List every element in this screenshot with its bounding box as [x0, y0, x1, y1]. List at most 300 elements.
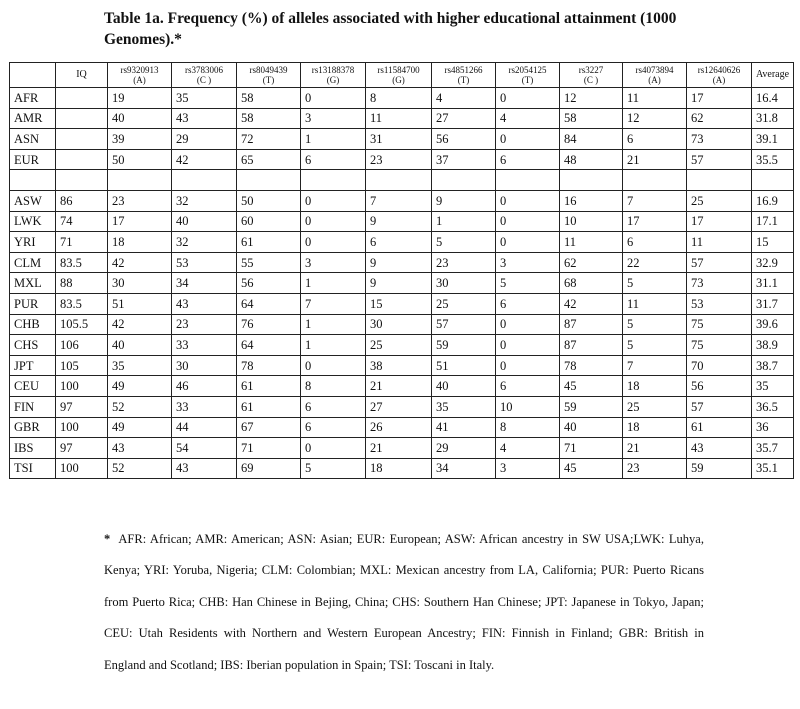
value-cell: 33 — [172, 396, 237, 417]
value-cell: 88 — [56, 273, 108, 294]
value-cell: 106 — [56, 335, 108, 356]
footnote-marker: * — [104, 532, 111, 546]
value-cell: 40 — [108, 335, 172, 356]
value-cell: 18 — [623, 417, 687, 438]
value-cell: 21 — [623, 438, 687, 459]
column-header-name: rs4851266 — [444, 65, 483, 75]
value-cell: 42 — [108, 252, 172, 273]
value-cell: 0 — [301, 438, 366, 459]
value-cell: 7 — [623, 190, 687, 211]
value-cell: 31 — [366, 129, 432, 150]
column-header — [623, 63, 687, 88]
column-header-allele: (T) — [457, 75, 470, 85]
value-cell: 100 — [56, 458, 108, 479]
value-cell: 49 — [108, 376, 172, 397]
value-cell: 74 — [56, 211, 108, 232]
value-cell: 23 — [172, 314, 237, 335]
value-cell: 22 — [623, 252, 687, 273]
value-cell: 37 — [432, 149, 496, 170]
value-cell — [687, 170, 752, 191]
value-cell: 34 — [432, 458, 496, 479]
population-cell: IBS — [10, 438, 56, 459]
column-header-name: rs9320913 — [120, 65, 159, 75]
value-cell: 11 — [623, 293, 687, 314]
population-cell: CEU — [10, 376, 56, 397]
column-header-allele: (A) — [133, 75, 146, 85]
value-cell: 25 — [623, 396, 687, 417]
value-cell: 1 — [301, 335, 366, 356]
value-cell: 62 — [687, 108, 752, 129]
value-cell: 57 — [687, 396, 752, 417]
value-cell: 5 — [496, 273, 560, 294]
value-cell: 0 — [301, 355, 366, 376]
value-cell: 0 — [496, 355, 560, 376]
column-header-name: rs4073894 — [635, 65, 674, 75]
value-cell: 59 — [687, 458, 752, 479]
value-cell: 35.7 — [752, 438, 794, 459]
value-cell: 35.5 — [752, 149, 794, 170]
value-cell: 4 — [432, 88, 496, 109]
table-row — [10, 438, 794, 459]
value-cell: 60 — [237, 211, 301, 232]
value-cell: 43 — [172, 458, 237, 479]
value-cell: 69 — [237, 458, 301, 479]
value-cell: 76 — [237, 314, 301, 335]
value-cell: 16.4 — [752, 88, 794, 109]
value-cell: 57 — [687, 149, 752, 170]
value-cell: 15 — [366, 293, 432, 314]
value-cell: 12 — [560, 88, 623, 109]
value-cell: 53 — [172, 252, 237, 273]
value-cell: 67 — [237, 417, 301, 438]
footnote — [104, 524, 704, 681]
value-cell — [56, 88, 108, 109]
population-cell — [10, 170, 56, 191]
column-header-name: rs8049439 — [249, 65, 288, 75]
column-header — [10, 63, 56, 88]
value-cell: 41 — [432, 417, 496, 438]
value-cell: 38.7 — [752, 355, 794, 376]
value-cell: 38 — [366, 355, 432, 376]
value-cell: 51 — [432, 355, 496, 376]
value-cell — [56, 129, 108, 150]
column-header-name: rs3227 — [578, 65, 604, 75]
value-cell: 36.5 — [752, 396, 794, 417]
value-cell: 100 — [56, 417, 108, 438]
value-cell: 3 — [301, 252, 366, 273]
value-cell: 5 — [623, 314, 687, 335]
value-cell: 9 — [366, 252, 432, 273]
value-cell: 1 — [301, 273, 366, 294]
value-cell: 45 — [560, 376, 623, 397]
value-cell: 75 — [687, 314, 752, 335]
table-row — [10, 211, 794, 232]
population-cell: AFR — [10, 88, 56, 109]
table-row — [10, 252, 794, 273]
value-cell: 32 — [172, 190, 237, 211]
value-cell: 39 — [108, 129, 172, 150]
value-cell: 6 — [366, 232, 432, 253]
value-cell: 35.1 — [752, 458, 794, 479]
value-cell: 10 — [496, 396, 560, 417]
column-header — [496, 63, 560, 88]
value-cell: 73 — [687, 273, 752, 294]
value-cell: 6 — [301, 396, 366, 417]
value-cell: 57 — [432, 314, 496, 335]
value-cell: 75 — [687, 335, 752, 356]
value-cell: 17 — [687, 88, 752, 109]
value-cell: 38.9 — [752, 335, 794, 356]
value-cell: 83.5 — [56, 293, 108, 314]
column-header — [560, 63, 623, 88]
value-cell: 100 — [56, 376, 108, 397]
value-cell: 8 — [366, 88, 432, 109]
population-cell: AMR — [10, 108, 56, 129]
value-cell: 25 — [687, 190, 752, 211]
table-row — [10, 149, 794, 170]
value-cell: 59 — [560, 396, 623, 417]
column-header-name: rs2054125 — [508, 65, 547, 75]
allele-frequency-table — [9, 62, 794, 479]
value-cell: 57 — [687, 252, 752, 273]
column-header — [108, 63, 172, 88]
value-cell: 43 — [172, 293, 237, 314]
value-cell: 15 — [752, 232, 794, 253]
table-row — [10, 355, 794, 376]
column-header-name: rs13188378 — [311, 65, 355, 75]
value-cell: 50 — [108, 149, 172, 170]
column-header-allele: (A) — [648, 75, 661, 85]
value-cell: 56 — [432, 129, 496, 150]
column-header — [172, 63, 237, 88]
value-cell: 68 — [560, 273, 623, 294]
population-cell: CHS — [10, 335, 56, 356]
value-cell: 5 — [623, 273, 687, 294]
value-cell: 9 — [432, 190, 496, 211]
value-cell: 59 — [432, 335, 496, 356]
column-header-allele: (T) — [262, 75, 275, 85]
column-header-allele: (G) — [326, 75, 340, 85]
value-cell: 5 — [623, 335, 687, 356]
value-cell: 39.1 — [752, 129, 794, 150]
value-cell: 50 — [237, 190, 301, 211]
population-cell: EUR — [10, 149, 56, 170]
value-cell: 32.9 — [752, 252, 794, 273]
value-cell — [560, 170, 623, 191]
value-cell: 25 — [432, 293, 496, 314]
value-cell: 48 — [560, 149, 623, 170]
value-cell: 54 — [172, 438, 237, 459]
value-cell — [56, 170, 108, 191]
value-cell: 73 — [687, 129, 752, 150]
value-cell: 6 — [623, 129, 687, 150]
population-cell: JPT — [10, 355, 56, 376]
value-cell: 35 — [108, 355, 172, 376]
value-cell: 51 — [108, 293, 172, 314]
table-row — [10, 232, 794, 253]
value-cell: 56 — [237, 273, 301, 294]
population-cell: PUR — [10, 293, 56, 314]
population-cell: CLM — [10, 252, 56, 273]
value-cell: 42 — [172, 149, 237, 170]
column-header — [237, 63, 301, 88]
value-cell: 4 — [496, 438, 560, 459]
value-cell: 0 — [301, 232, 366, 253]
value-cell: 6 — [496, 376, 560, 397]
value-cell: 40 — [108, 108, 172, 129]
value-cell: 29 — [432, 438, 496, 459]
value-cell — [108, 170, 172, 191]
value-cell: 27 — [366, 396, 432, 417]
value-cell: 11 — [687, 232, 752, 253]
value-cell: 18 — [108, 232, 172, 253]
table-row — [10, 314, 794, 335]
value-cell: 45 — [560, 458, 623, 479]
value-cell: 7 — [623, 355, 687, 376]
value-cell: 42 — [560, 293, 623, 314]
table-row — [10, 170, 794, 191]
value-cell: 31.7 — [752, 293, 794, 314]
table-row — [10, 129, 794, 150]
value-cell: 10 — [560, 211, 623, 232]
population-cell: TSI — [10, 458, 56, 479]
table-row — [10, 273, 794, 294]
value-cell: 78 — [560, 355, 623, 376]
column-header-allele: (A) — [712, 75, 726, 85]
value-cell: 35 — [172, 88, 237, 109]
table-title: Table 1a. Frequency (%) of alleles associated with higher educational attainment (1000 Genomes).* — [104, 10, 677, 48]
value-cell: 46 — [172, 376, 237, 397]
column-header-name: IQ — [76, 69, 87, 80]
value-cell: 3 — [496, 458, 560, 479]
header-row — [10, 63, 794, 88]
value-cell: 58 — [237, 88, 301, 109]
value-cell: 71 — [560, 438, 623, 459]
value-cell — [496, 170, 560, 191]
value-cell: 55 — [237, 252, 301, 273]
value-cell: 35 — [752, 376, 794, 397]
population-cell: LWK — [10, 211, 56, 232]
table-row — [10, 335, 794, 356]
value-cell: 43 — [687, 438, 752, 459]
table-row — [10, 458, 794, 479]
value-cell: 7 — [366, 190, 432, 211]
value-cell: 62 — [560, 252, 623, 273]
table-row — [10, 190, 794, 211]
column-header-allele: (G) — [392, 75, 405, 85]
table-row — [10, 417, 794, 438]
population-cell: ASW — [10, 190, 56, 211]
value-cell: 34 — [172, 273, 237, 294]
value-cell: 61 — [237, 376, 301, 397]
population-cell: YRI — [10, 232, 56, 253]
value-cell: 33 — [172, 335, 237, 356]
value-cell: 97 — [56, 438, 108, 459]
value-cell: 97 — [56, 396, 108, 417]
value-cell: 11 — [366, 108, 432, 129]
value-cell: 9 — [366, 211, 432, 232]
column-header-allele: (C ) — [196, 75, 212, 85]
table-row — [10, 88, 794, 109]
value-cell: 17 — [108, 211, 172, 232]
value-cell: 12 — [623, 108, 687, 129]
value-cell: 6 — [301, 149, 366, 170]
value-cell: 105.5 — [56, 314, 108, 335]
value-cell: 5 — [432, 232, 496, 253]
value-cell: 56 — [687, 376, 752, 397]
table-row — [10, 293, 794, 314]
value-cell: 52 — [108, 396, 172, 417]
column-header-name: rs12640626 — [697, 65, 741, 75]
value-cell: 83.5 — [56, 252, 108, 273]
value-cell: 0 — [496, 129, 560, 150]
value-cell: 44 — [172, 417, 237, 438]
value-cell: 64 — [237, 335, 301, 356]
value-cell: 16.9 — [752, 190, 794, 211]
value-cell: 58 — [237, 108, 301, 129]
value-cell: 5 — [301, 458, 366, 479]
value-cell: 87 — [560, 335, 623, 356]
table-row — [10, 376, 794, 397]
value-cell: 0 — [301, 211, 366, 232]
value-cell: 32 — [172, 232, 237, 253]
value-cell: 36 — [752, 417, 794, 438]
value-cell: 9 — [366, 273, 432, 294]
value-cell: 3 — [496, 252, 560, 273]
value-cell: 52 — [108, 458, 172, 479]
value-cell: 43 — [108, 438, 172, 459]
value-cell: 61 — [687, 417, 752, 438]
value-cell: 58 — [560, 108, 623, 129]
value-cell: 23 — [432, 252, 496, 273]
value-cell — [752, 170, 794, 191]
population-cell: GBR — [10, 417, 56, 438]
value-cell: 3 — [301, 108, 366, 129]
value-cell: 0 — [301, 88, 366, 109]
value-cell — [366, 170, 432, 191]
value-cell — [301, 170, 366, 191]
value-cell: 31.1 — [752, 273, 794, 294]
value-cell: 21 — [623, 149, 687, 170]
column-header-allele: (C ) — [583, 75, 599, 85]
value-cell: 21 — [366, 438, 432, 459]
column-header — [687, 63, 752, 88]
value-cell: 27 — [432, 108, 496, 129]
table-row — [10, 396, 794, 417]
value-cell: 30 — [432, 273, 496, 294]
value-cell: 8 — [496, 417, 560, 438]
value-cell: 40 — [432, 376, 496, 397]
value-cell: 1 — [301, 314, 366, 335]
value-cell: 86 — [56, 190, 108, 211]
value-cell: 49 — [108, 417, 172, 438]
value-cell: 40 — [172, 211, 237, 232]
value-cell — [237, 170, 301, 191]
value-cell: 78 — [237, 355, 301, 376]
value-cell: 30 — [108, 273, 172, 294]
value-cell: 23 — [366, 149, 432, 170]
value-cell: 31.8 — [752, 108, 794, 129]
value-cell: 71 — [237, 438, 301, 459]
value-cell — [56, 149, 108, 170]
population-cell: FIN — [10, 396, 56, 417]
column-header — [432, 63, 496, 88]
value-cell — [432, 170, 496, 191]
value-cell: 18 — [366, 458, 432, 479]
value-cell: 1 — [301, 129, 366, 150]
value-cell: 0 — [301, 190, 366, 211]
value-cell: 0 — [496, 335, 560, 356]
value-cell: 11 — [560, 232, 623, 253]
column-header — [366, 63, 432, 88]
footnote-text: AFR: African; AMR: American; ASN: Asian; EUR: European; ASW: African ancestry in SW USA;LWK: Luhya, Kenya; YRI: Yoruba, Nigeria; CLM: Colombian; MXL: Mexican ancestry from LA, California; PUR: Puerto Ricans from Puerto Rica; CHB: Han Chinese in Bejing, China; CHS: Southern Han Chinese; JPT: Japanese in Tokyo, Japan; CEU: Utah Residents with Northern and Western European Ancestry; FIN: Finnish in Finland; GBR: British in England and Scotland; IBS: Iberian population in Spain; TSI: Toscani in Italy. — [104, 532, 704, 672]
value-cell: 18 — [623, 376, 687, 397]
value-cell: 17 — [687, 211, 752, 232]
value-cell: 71 — [56, 232, 108, 253]
value-cell: 19 — [108, 88, 172, 109]
value-cell: 87 — [560, 314, 623, 335]
value-cell: 53 — [687, 293, 752, 314]
value-cell: 26 — [366, 417, 432, 438]
value-cell: 65 — [237, 149, 301, 170]
value-cell: 17 — [623, 211, 687, 232]
population-cell: CHB — [10, 314, 56, 335]
value-cell: 0 — [496, 190, 560, 211]
value-cell: 0 — [496, 211, 560, 232]
value-cell: 6 — [301, 417, 366, 438]
value-cell: 8 — [301, 376, 366, 397]
value-cell: 4 — [496, 108, 560, 129]
value-cell: 0 — [496, 88, 560, 109]
value-cell: 16 — [560, 190, 623, 211]
column-header-name: Average — [755, 69, 790, 80]
column-header — [56, 63, 108, 88]
value-cell: 43 — [172, 108, 237, 129]
value-cell: 42 — [108, 314, 172, 335]
population-cell: MXL — [10, 273, 56, 294]
value-cell: 30 — [172, 355, 237, 376]
value-cell: 84 — [560, 129, 623, 150]
value-cell: 0 — [496, 314, 560, 335]
value-cell — [623, 170, 687, 191]
value-cell: 23 — [108, 190, 172, 211]
value-cell: 61 — [237, 232, 301, 253]
value-cell: 30 — [366, 314, 432, 335]
value-cell: 35 — [432, 396, 496, 417]
value-cell: 7 — [301, 293, 366, 314]
column-header-name: rs3783006 — [185, 65, 223, 75]
value-cell: 61 — [237, 396, 301, 417]
value-cell: 21 — [366, 376, 432, 397]
value-cell: 105 — [56, 355, 108, 376]
value-cell: 17.1 — [752, 211, 794, 232]
column-header-allele: (T) — [521, 75, 534, 85]
value-cell: 6 — [623, 232, 687, 253]
value-cell: 6 — [496, 149, 560, 170]
table-row — [10, 108, 794, 129]
value-cell — [56, 108, 108, 129]
value-cell: 11 — [623, 88, 687, 109]
value-cell: 23 — [623, 458, 687, 479]
value-cell: 29 — [172, 129, 237, 150]
population-cell: ASN — [10, 129, 56, 150]
column-header — [752, 63, 794, 88]
value-cell: 1 — [432, 211, 496, 232]
value-cell: 40 — [560, 417, 623, 438]
value-cell: 64 — [237, 293, 301, 314]
value-cell: 70 — [687, 355, 752, 376]
column-header — [301, 63, 366, 88]
